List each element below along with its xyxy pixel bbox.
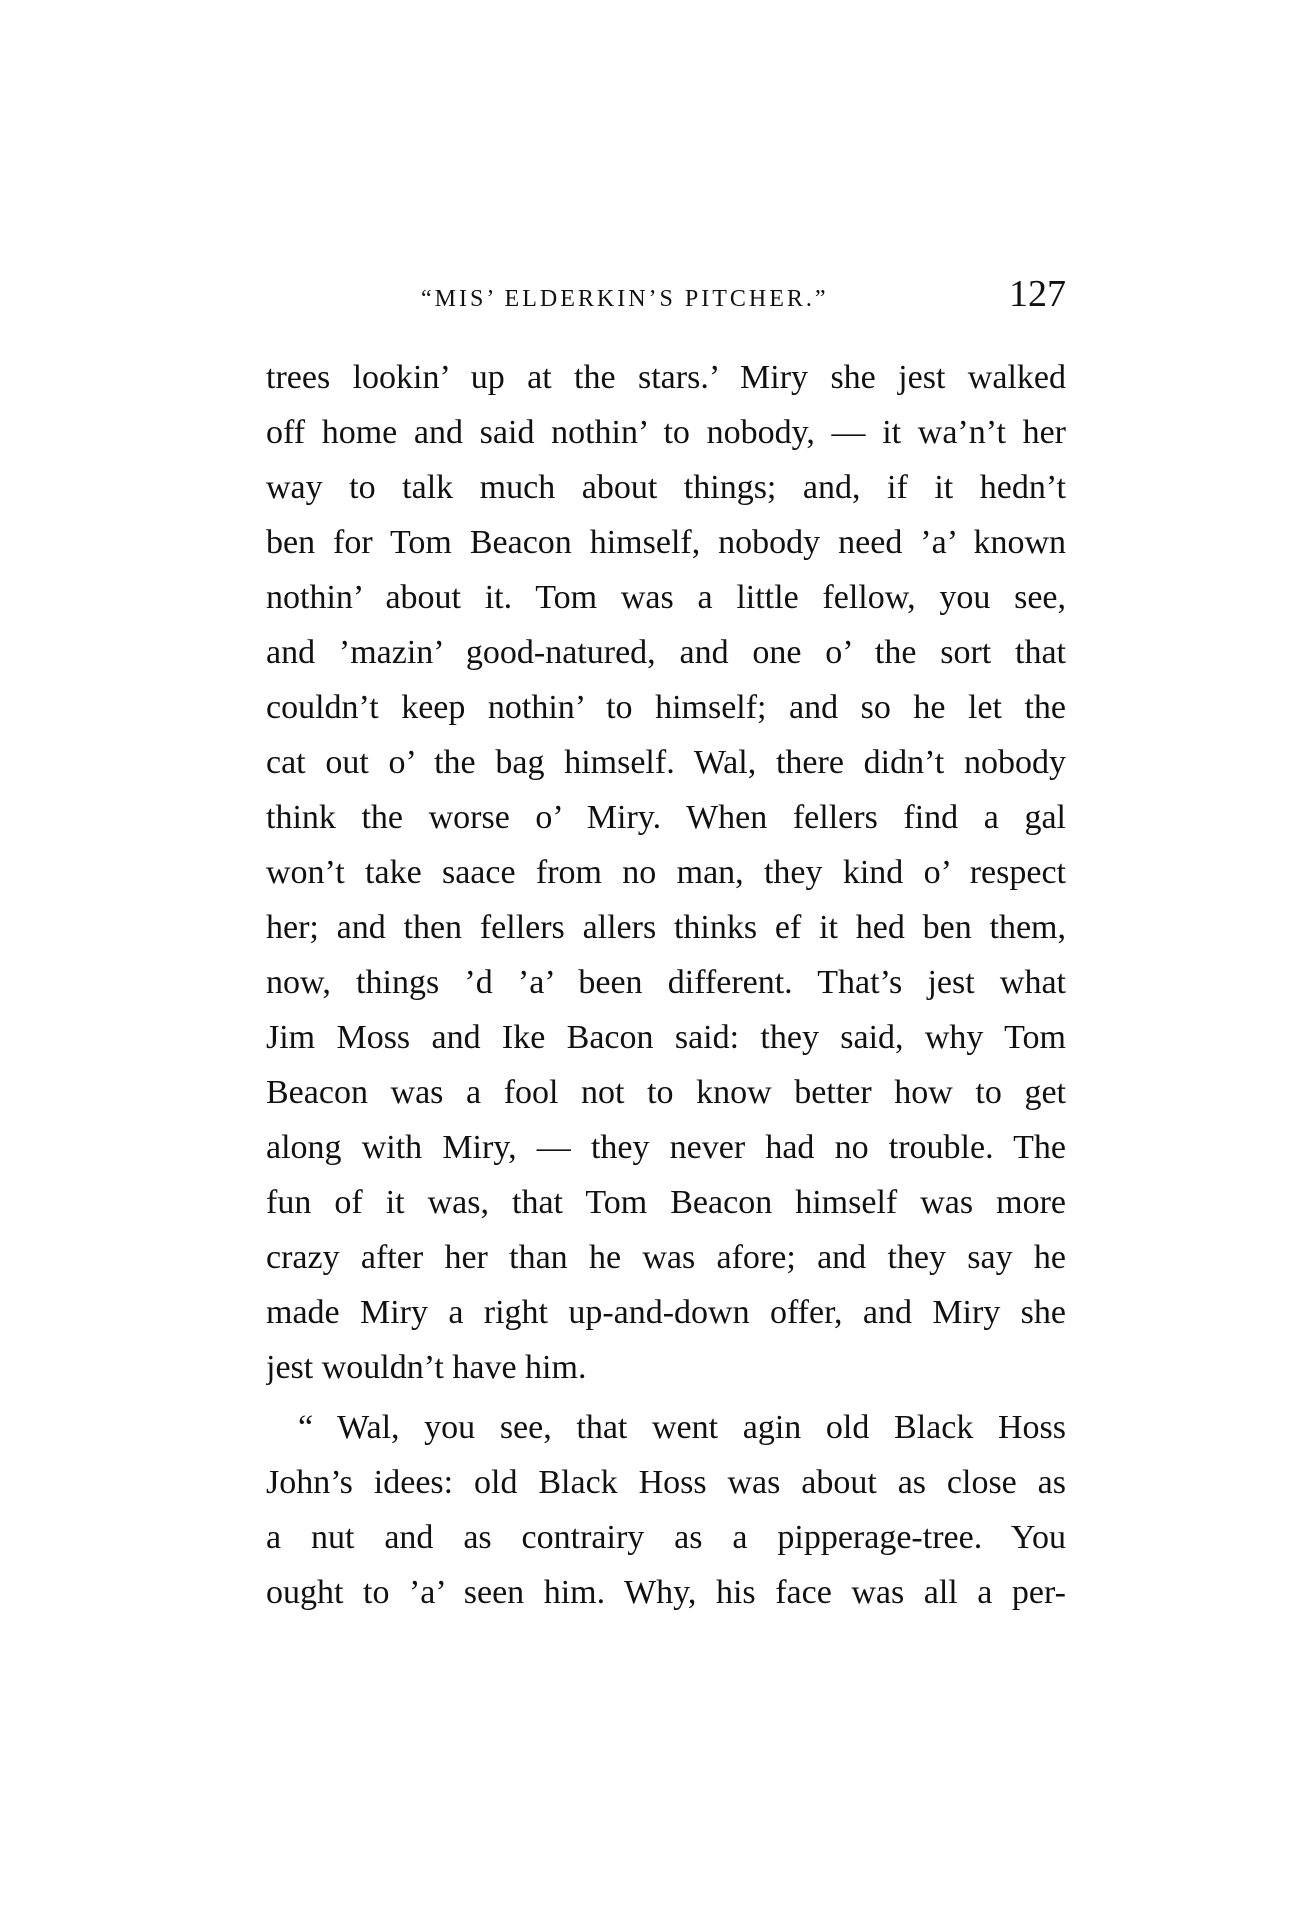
running-title: “MIS’ ELDERKIN’S PITCHER.” [421,286,829,312]
text-line: cat out o’ the bag himself. Wal, there didn’t nobody [266,744,1066,781]
text-line: ben for Tom Beacon himself, nobody need ’a’ known [266,524,1066,561]
text-line: won’t take saace from no man, they kind o’ respect [266,854,1066,891]
text-line: a nut and as contrairy as a pipperage-tree. You [266,1519,1066,1556]
page-number: 127 [1009,273,1066,315]
text-line: fun of it was, that Tom Beacon himself was more [266,1184,1066,1221]
text-line: think the worse o’ Miry. When fellers find a gal [266,799,1066,836]
text-line: trees lookin’ up at the stars.’ Miry she jest walked [266,359,1066,396]
running-header [266,272,1066,322]
text-line: along with Miry, — they never had no trouble. The [266,1129,1066,1166]
text-line: off home and said nothin’ to nobody, — it wa’n’t her [266,414,1066,451]
text-line: crazy after her than he was afore; and they say he [266,1239,1066,1276]
text-line: nothin’ about it. Tom was a little fellow, you see, [266,579,1066,616]
paragraph-start-line: “ Wal, you see, that went agin old Black Hoss [298,1409,1066,1446]
text-line: made Miry a right up-and-down offer, and Miry she [266,1294,1066,1331]
body-text [266,350,1066,1620]
text-line: John’s idees: old Black Hoss was about as close as [266,1464,1066,1501]
paragraph-end-line: jest wouldn’t have him. [266,1349,587,1386]
text-line: couldn’t keep nothin’ to himself; and so he let the [266,689,1066,726]
text-line: ought to ’a’ seen him. Why, his face was all a per- [266,1574,1066,1611]
text-line: now, things ’d ’a’ been different. That’s jest what [266,964,1066,1001]
text-line: way to talk much about things; and, if it hedn’t [266,469,1066,506]
text-line: and ’mazin’ good-natured, and one o’ the sort that [266,634,1066,671]
text-line: Jim Moss and Ike Bacon said: they said, why Tom [266,1019,1066,1056]
text-line: Beacon was a fool not to know better how to get [266,1074,1066,1111]
text-line: her; and then fellers allers thinks ef it hed ben them, [266,909,1066,946]
